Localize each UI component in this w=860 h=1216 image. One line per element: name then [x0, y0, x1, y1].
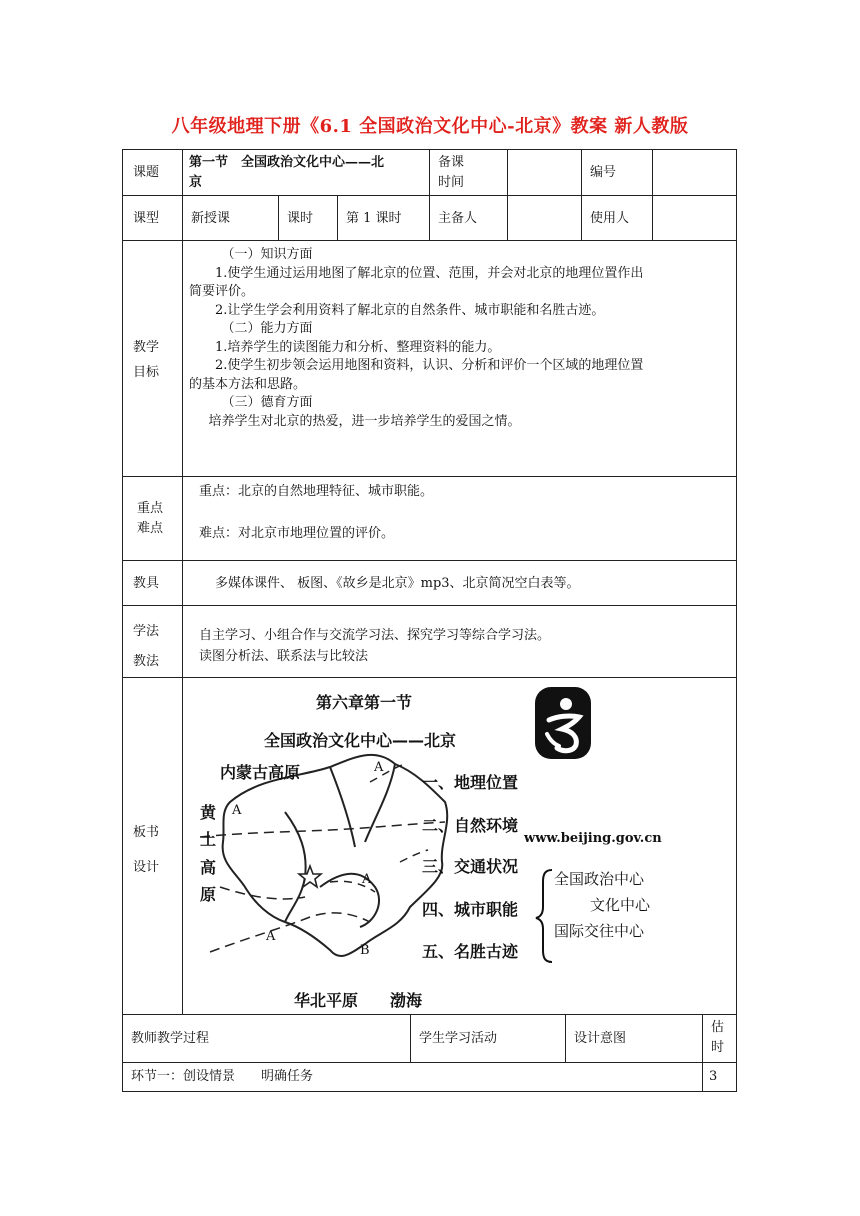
difficult-point: 难点：对北京市地理位置的评价。 — [199, 526, 395, 541]
cell-hours-value — [337, 195, 430, 241]
topic-line-1: 第一节 全国政治文化中心——北 — [189, 155, 385, 170]
cell-preparer-value — [507, 195, 582, 241]
goals-label-1: 教学 — [133, 340, 160, 355]
label-loess: 原 — [200, 885, 217, 904]
cell-type-value — [182, 195, 279, 241]
function-item: 国际交往中心 — [554, 922, 645, 940]
cell-step1-time — [702, 1062, 737, 1092]
cell-topic-value — [182, 149, 430, 196]
student-header: 学生学习活动 — [419, 1031, 498, 1046]
cell-keypoints-label — [122, 476, 183, 561]
board-label-2: 设计 — [133, 860, 160, 875]
cell-hours-label — [278, 195, 338, 241]
function-item: 全国政治中心 — [554, 870, 645, 888]
key-point: 重点：北京的自然地理特征、城市职能。 — [199, 484, 434, 499]
label-loess: 黄 — [200, 803, 217, 822]
cell-tools-content — [182, 560, 737, 606]
prep-line-2: 时间 — [438, 175, 465, 190]
board-design — [190, 682, 735, 1012]
cell-number-value — [652, 149, 737, 196]
hours-label: 课时 — [287, 211, 314, 226]
topic-label: 课题 — [133, 165, 160, 180]
map-dashed-line — [220, 887, 305, 899]
methods-line-1: 自主学习、小组合作与交流学习法、探究学习等综合学习法。 — [199, 628, 551, 643]
cell-type-label — [122, 195, 183, 241]
beijing-star-icon — [299, 866, 321, 887]
goal-line: 2.让学生学会利用资料了解北京的自然条件、城市职能和名胜古迹。 — [215, 302, 605, 318]
methods-label-2: 教法 — [133, 654, 160, 669]
outline-item: 四、城市职能 — [422, 900, 519, 919]
cell-prep-label — [429, 149, 508, 196]
hours-value: 第 1 课时 — [346, 211, 402, 226]
cell-user-label — [581, 195, 653, 241]
outline-item: 三、交通状况 — [422, 857, 519, 876]
tools-label: 教具 — [133, 576, 160, 591]
function-item: 文化中心 — [590, 896, 651, 914]
time-header-2: 时 — [711, 1040, 725, 1055]
cell-number-label — [581, 149, 653, 196]
number-label: 编号 — [590, 165, 617, 180]
type-value: 新授课 — [191, 211, 231, 226]
cell-student-header — [410, 1014, 566, 1063]
type-label: 课型 — [133, 211, 160, 226]
cell-tools-label — [122, 560, 183, 606]
map-dashed-line — [210, 913, 370, 952]
teacher-header: 教师教学过程 — [131, 1031, 210, 1046]
cell-design-header — [565, 1014, 703, 1063]
label-loess: 土 — [200, 830, 217, 849]
prep-line-1: 备课 — [438, 155, 465, 170]
user-label: 使用人 — [590, 211, 630, 226]
map-district-line — [330, 767, 355, 847]
cell-methods-label — [122, 605, 183, 678]
map-district-line — [365, 764, 395, 842]
cell-preparer-label — [429, 195, 508, 241]
brace-icon — [536, 870, 552, 962]
website-text: www.beijing.gov.cn — [524, 831, 662, 846]
cell-time-header — [702, 1014, 737, 1063]
preparer-label: 主备人 — [438, 211, 478, 226]
goal-line: 1.使学生通过运用地图了解北京的位置、范围，并会对北京的地理位置作出 — [215, 265, 644, 281]
map-label-a: A — [362, 872, 372, 887]
design-header: 设计意图 — [574, 1031, 627, 1046]
cell-goals-content — [182, 240, 737, 477]
cell-teacher-header — [122, 1014, 411, 1063]
outline-item: 二、自然环境 — [422, 816, 519, 835]
topic-line-2: 京 — [189, 175, 203, 190]
goal-line: 2.使学生初步领会运用地图和资料，认识、分析和评价一个区域的地理位置 — [215, 358, 644, 373]
goal-line: （一）知识方面 — [221, 247, 313, 262]
map-label-a: A — [266, 929, 276, 944]
board-label-1: 板书 — [133, 825, 160, 840]
goals-label-2: 目标 — [133, 365, 160, 380]
map-label-a: A — [374, 760, 384, 775]
goal-line: （三）德育方面 — [221, 395, 313, 410]
document-title: 八年级地理下册《6.1 全国政治文化中心-北京》教案 新人教版 — [171, 116, 689, 137]
outline-item: 一、地理位置 — [422, 773, 519, 792]
cell-methods-content — [182, 605, 737, 678]
label-bohai: 渤海 — [390, 991, 423, 1010]
cell-step1 — [122, 1062, 703, 1092]
cell-topic-label — [122, 149, 183, 196]
methods-line-2: 读图分析法、联系法与比较法 — [199, 649, 369, 664]
outline-item: 五、名胜古迹 — [422, 942, 519, 961]
goal-line: （二）能力方面 — [221, 321, 313, 336]
time-header-1: 估 — [711, 1020, 725, 1035]
goal-line: 的基本方法和思路。 — [189, 376, 307, 392]
map-label-a: A — [232, 803, 242, 818]
keypoints-label-2: 难点 — [137, 521, 164, 536]
cell-board-label — [122, 677, 183, 1015]
map-label-b: B — [360, 943, 370, 958]
board-subtitle: 全国政治文化中心——北京 — [264, 731, 457, 750]
tools-value: 多媒体课件、 板图、《故乡是北京》mp3、北京简况空白表等。 — [215, 576, 580, 591]
cell-prep-value — [507, 149, 582, 196]
cell-user-value — [652, 195, 737, 241]
goal-line: 培养学生对北京的热爱，进一步培养学生的爱国之情。 — [208, 413, 521, 429]
map-district-line — [285, 812, 306, 922]
step1-time: 3 — [709, 1069, 718, 1084]
label-inner-mongolia: 内蒙古高原 — [220, 763, 301, 782]
step1-text: 环节一：创设情景 明确任务 — [131, 1069, 314, 1084]
olympic-seal-icon — [532, 684, 594, 762]
methods-label-1: 学法 — [133, 624, 160, 639]
label-north-china-plain: 华北平原 — [294, 991, 359, 1010]
keypoints-label-1: 重点 — [137, 501, 164, 516]
cell-keypoints-content — [182, 476, 737, 561]
board-chapter: 第六章第一节 — [316, 693, 413, 712]
goal-line: 1.培养学生的读图能力和分析、整理资料的能力。 — [215, 339, 501, 355]
label-loess: 高 — [200, 858, 217, 877]
cell-goals-label — [122, 240, 183, 477]
goal-line: 简要评价。 — [189, 284, 255, 299]
map-dashed-line — [200, 822, 445, 837]
